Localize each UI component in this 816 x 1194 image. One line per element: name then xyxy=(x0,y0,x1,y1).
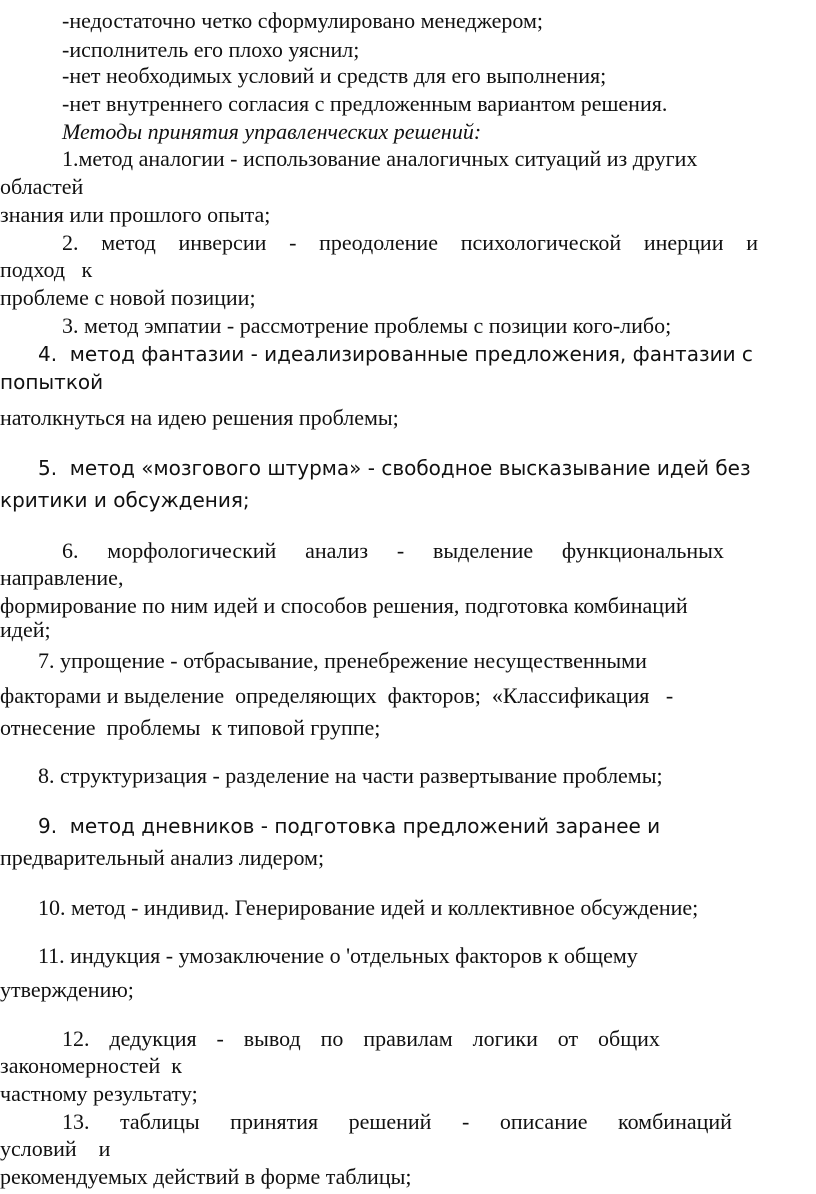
method-12-word: общих xyxy=(598,1026,660,1051)
method-13-line-3: рекомендуемых действий в форме таблицы; xyxy=(0,1164,412,1189)
method-11-line-1: 11. индукция - умозаключение о 'отдельных факторов к общему xyxy=(38,943,638,968)
method-5-line-1: 5. метод «мозгового штурма» - свободное высказывание идей без xyxy=(38,456,751,480)
method-2-word: метод xyxy=(101,230,156,255)
method-1-line-3: знания или прошлого опыта; xyxy=(0,202,271,227)
method-6-word: анализ xyxy=(305,538,369,563)
method-13-word: принятия xyxy=(230,1109,319,1134)
method-6-word: функциональных xyxy=(561,538,724,563)
method-13-line-1 xyxy=(62,1109,732,1135)
method-12-line-2: закономерностей к xyxy=(0,1053,182,1078)
intro-line-3: -нет необходимых условий и средств для его выполнения; xyxy=(62,63,607,88)
method-13-word: таблицы xyxy=(120,1109,200,1134)
method-2-number: 2. xyxy=(62,230,79,255)
method-2-line-1 xyxy=(62,230,758,256)
method-10-line-1: 10. метод - индивид. Генерирование идей и коллективное обсуждение; xyxy=(38,895,699,920)
method-2-word: инерции xyxy=(643,230,724,255)
method-6-line-3: формирование по ним идей и способов решения, подготовка комбинаций xyxy=(0,593,688,618)
method-12-word: логики xyxy=(472,1026,538,1051)
method-6-line-1 xyxy=(62,538,724,564)
intro-line-2: -исполнитель его плохо уяснил; xyxy=(62,37,360,62)
methods-heading: Методы принятия управленческих решений: xyxy=(62,119,482,144)
method-5-line-2: критики и обсуждения; xyxy=(0,488,250,512)
method-12-word: правилам xyxy=(363,1026,453,1051)
intro-line-1: -недостаточно четко сформулировано менеджером; xyxy=(62,8,543,33)
method-12-word: дедукция xyxy=(109,1026,197,1051)
method-11-line-2: утверждению; xyxy=(0,977,134,1002)
method-4-line-1: 4. метод фантазии - идеализированные предложения, фантазии с xyxy=(38,342,753,366)
method-13-line-2: условий и xyxy=(0,1136,111,1161)
method-6-word: - xyxy=(396,538,405,563)
method-8-line-1: 8. структуризация - разделение на части развертывание проблемы; xyxy=(38,763,663,788)
method-12-word: по xyxy=(320,1026,344,1051)
method-12-number: 12. xyxy=(62,1026,90,1051)
method-7-line-1: 7. упрощение - отбрасывание, пренебрежение несущественными xyxy=(38,648,647,673)
method-7-line-3: отнесение проблемы к типовой группе; xyxy=(0,715,381,740)
method-13-word: комбинаций xyxy=(618,1109,732,1134)
method-7-line-2: факторами и выделение определяющих факторов; «Классификация - xyxy=(0,683,674,708)
method-6-word: выделение xyxy=(432,538,534,563)
method-12-word: вывод xyxy=(243,1026,301,1051)
method-6-line-2: направление, xyxy=(0,565,124,590)
method-1-line-1: 1.метод аналогии - использование аналогичных ситуаций из других xyxy=(62,146,698,171)
method-6-number: 6. xyxy=(62,538,79,563)
method-13-word: решений xyxy=(348,1109,432,1134)
method-12-line-3: частному результату; xyxy=(0,1081,198,1106)
method-13-number: 13. xyxy=(62,1109,90,1134)
method-2-word: и xyxy=(746,230,758,255)
method-13-word: - xyxy=(461,1109,470,1134)
method-9-line-2: предварительный анализ лидером; xyxy=(0,845,325,870)
method-3-line-1: 3. метод эмпатии - рассмотрение проблемы с позиции кого-либо; xyxy=(62,313,672,338)
method-2-line-2: подход к xyxy=(0,257,93,282)
method-4-line-3: натолкнуться на идею решения проблемы; xyxy=(0,405,399,430)
method-12-line-1 xyxy=(62,1026,660,1052)
method-2-word: - xyxy=(289,230,297,255)
method-2-word: инверсии xyxy=(178,230,267,255)
method-6-line-4: идей; xyxy=(0,617,51,642)
method-4-line-2: попыткой xyxy=(0,370,104,394)
method-2-word: психологической xyxy=(460,230,622,255)
method-13-word: описание xyxy=(499,1109,588,1134)
intro-line-4: -нет внутреннего согласия с предложенным вариантом решения. xyxy=(62,91,668,116)
method-2-word: преодоление xyxy=(319,230,438,255)
method-9-line-1: 9. метод дневников - подготовка предложений заранее и xyxy=(38,814,661,838)
method-12-word: от xyxy=(557,1026,579,1051)
method-6-word: морфологический xyxy=(107,538,277,563)
method-1-line-2: областей xyxy=(0,174,84,199)
method-12-word: - xyxy=(216,1026,224,1051)
method-2-line-3: проблеме с новой позиции; xyxy=(0,285,256,310)
